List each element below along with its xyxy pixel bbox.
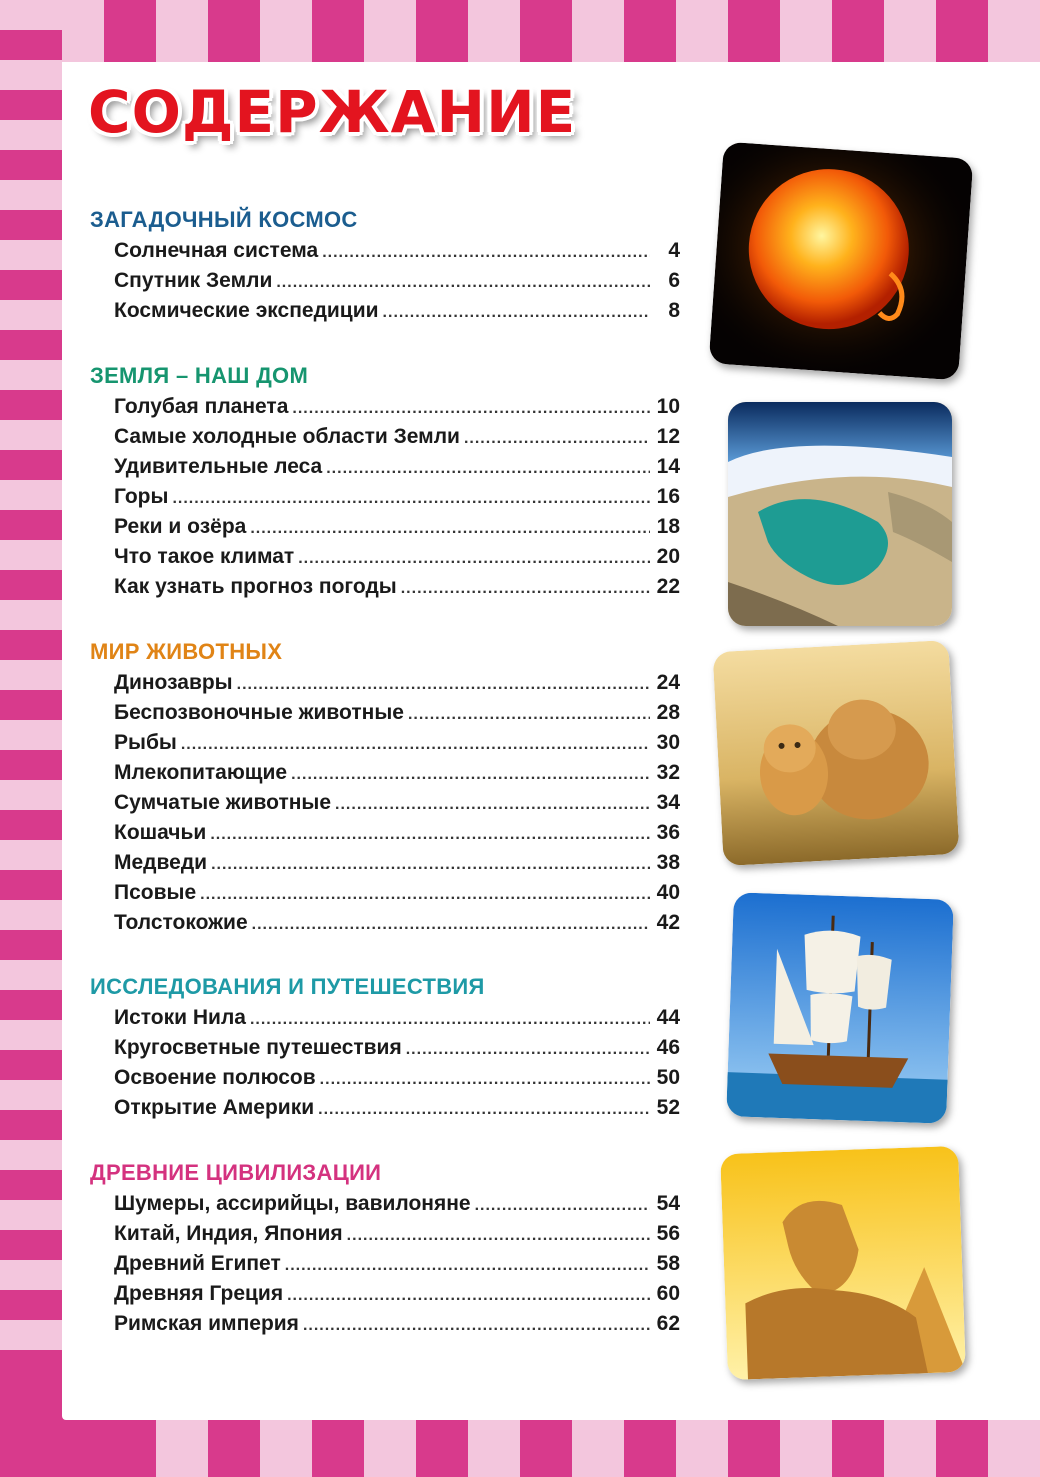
toc-entry[interactable]	[114, 266, 680, 296]
dot-leader	[326, 454, 650, 484]
toc-entry[interactable]	[114, 542, 680, 572]
entry-page: 18	[656, 515, 680, 538]
dot-leader	[320, 1065, 650, 1095]
dot-leader	[383, 298, 650, 328]
entry-page: 24	[656, 671, 680, 694]
dot-leader	[287, 1281, 650, 1311]
entry-label: Спутник Земли	[114, 269, 273, 292]
toc-entry[interactable]	[114, 698, 680, 728]
entry-label: Медведи	[114, 851, 208, 874]
dot-leader	[292, 394, 650, 424]
entry-label: Открытие Америки	[114, 1096, 315, 1119]
toc-entry[interactable]	[114, 1003, 680, 1033]
toc-entry[interactable]	[114, 422, 680, 452]
entry-page: 32	[656, 761, 680, 784]
section-space	[90, 204, 680, 326]
entry-label: Самые холодные области Земли	[114, 425, 460, 448]
entry-page: 30	[656, 731, 680, 754]
dot-leader	[406, 1035, 650, 1065]
dot-leader	[475, 1191, 650, 1221]
section-earth	[90, 360, 680, 602]
dot-leader	[298, 544, 650, 574]
toc-entry[interactable]	[114, 482, 680, 512]
entry-page: 62	[656, 1312, 680, 1335]
entry-page: 6	[668, 269, 680, 292]
entry-page: 22	[656, 575, 680, 598]
dot-leader	[237, 670, 650, 700]
sphinx-photo	[720, 1146, 966, 1380]
toc-entry[interactable]	[114, 758, 680, 788]
toc-entry[interactable]	[114, 1189, 680, 1219]
toc-entry[interactable]	[114, 296, 680, 326]
entry-page: 20	[656, 545, 680, 568]
entry-page: 10	[656, 395, 680, 418]
toc-entry[interactable]	[114, 908, 680, 938]
dot-leader	[210, 820, 650, 850]
section-heading-animals: МИР ЖИВОТНЫХ	[90, 639, 283, 664]
border-stripes-bottom	[0, 1420, 1040, 1477]
entry-page: 44	[656, 1006, 680, 1029]
entry-page: 42	[656, 911, 680, 934]
section-heading-earth: ЗЕМЛЯ – НАШ ДОМ	[90, 363, 309, 388]
entry-page: 40	[656, 881, 680, 904]
dot-leader	[181, 730, 650, 760]
dot-leader	[200, 880, 650, 910]
entry-label: Римская империя	[114, 1312, 299, 1335]
entry-label: Горы	[114, 485, 169, 508]
entry-label: Млекопитающие	[114, 761, 288, 784]
dot-leader	[291, 760, 650, 790]
toc-entry[interactable]	[114, 392, 680, 422]
dot-leader	[250, 514, 650, 544]
section-travel	[90, 971, 680, 1123]
entry-label: Шумеры, ассирийцы, вавилоняне	[114, 1192, 471, 1215]
dot-leader	[211, 850, 650, 880]
entry-page: 4	[668, 239, 680, 262]
entry-label: Древняя Греция	[114, 1282, 284, 1305]
entry-label: Что такое климат	[114, 545, 295, 568]
dot-leader	[335, 790, 650, 820]
dot-leader	[172, 484, 650, 514]
toc-entry[interactable]	[114, 788, 680, 818]
entry-label: Динозавры	[114, 671, 233, 694]
entry-label: Кругосветные путешествия	[114, 1036, 402, 1059]
dot-leader	[408, 700, 650, 730]
toc-entry[interactable]	[114, 1279, 680, 1309]
border-stripes-left	[0, 0, 62, 1477]
toc-entry[interactable]	[114, 728, 680, 758]
entry-page: 16	[656, 485, 680, 508]
section-heading-travel: ИССЛЕДОВАНИЯ И ПУТЕШЕСТВИЯ	[90, 974, 485, 999]
toc-entry[interactable]	[114, 236, 680, 266]
dot-leader	[322, 238, 650, 268]
entry-label: Солнечная система	[114, 239, 319, 262]
dot-leader	[401, 574, 650, 604]
entry-label: Истоки Нила	[114, 1006, 246, 1029]
section-heading-space: ЗАГАДОЧНЫЙ КОСМОС	[90, 207, 358, 232]
dot-leader	[285, 1251, 650, 1281]
entry-label: Космические экспедиции	[114, 299, 379, 322]
entry-page: 34	[656, 791, 680, 814]
entry-label: Реки и озёра	[114, 515, 247, 538]
toc-entry[interactable]	[114, 1309, 680, 1339]
ship-image	[726, 892, 954, 1124]
toc-entry[interactable]	[114, 818, 680, 848]
toc-entry[interactable]	[114, 1033, 680, 1063]
section-heading-ancient: ДРЕВНИЕ ЦИВИЛИЗАЦИИ	[90, 1160, 382, 1185]
entry-page: 50	[656, 1066, 680, 1089]
dot-leader	[276, 268, 650, 298]
dot-leader	[464, 424, 650, 454]
section-ancient	[90, 1157, 680, 1339]
toc-entry[interactable]	[114, 668, 680, 698]
toc-entry[interactable]	[114, 1093, 680, 1123]
entry-page: 36	[656, 821, 680, 844]
entry-label: Как узнать прогноз погоды	[114, 575, 397, 598]
entry-label: Рыбы	[114, 731, 177, 754]
toc-entry[interactable]	[114, 1063, 680, 1093]
section-animals	[90, 636, 680, 938]
entry-page: 28	[656, 701, 680, 724]
lions-image	[713, 640, 960, 866]
entry-label: Псовые	[114, 881, 197, 904]
entry-page: 58	[656, 1252, 680, 1275]
ship-photo	[726, 892, 954, 1124]
entry-page: 54	[656, 1192, 680, 1215]
entry-label: Голубая планета	[114, 395, 289, 418]
sphinx-image	[720, 1146, 966, 1380]
entry-label: Кошачьи	[114, 821, 207, 844]
toc-entry[interactable]	[114, 1219, 680, 1249]
toc-entry[interactable]	[114, 512, 680, 542]
entry-page: 12	[656, 425, 680, 448]
entry-page: 38	[656, 851, 680, 874]
entry-page: 52	[656, 1096, 680, 1119]
entry-label: Толстокожие	[114, 911, 248, 934]
entry-label: Китай, Индия, Япония	[114, 1222, 343, 1245]
entry-page: 56	[656, 1222, 680, 1245]
entry-label: Сумчатые животные	[114, 791, 332, 814]
sun-photo	[709, 142, 974, 381]
toc-entry[interactable]	[114, 452, 680, 482]
toc-entry[interactable]	[114, 572, 680, 602]
earth-photo	[728, 402, 952, 626]
entry-label: Освоение полюсов	[114, 1066, 316, 1089]
earth-image	[728, 402, 952, 626]
dot-leader	[347, 1221, 650, 1251]
entry-page: 46	[656, 1036, 680, 1059]
dot-leader	[303, 1311, 650, 1341]
toc-entry[interactable]	[114, 848, 680, 878]
dot-leader	[318, 1095, 650, 1125]
dot-leader	[250, 1005, 650, 1035]
entry-label: Удивительные леса	[114, 455, 323, 478]
entry-page: 60	[656, 1282, 680, 1305]
lions-photo	[713, 640, 960, 866]
sun-image	[709, 142, 974, 381]
entry-label: Беспозвоночные животные	[114, 701, 404, 724]
dot-leader	[252, 910, 650, 940]
entry-label: Древний Египет	[114, 1252, 281, 1275]
toc-entry[interactable]	[114, 1249, 680, 1279]
entry-page: 8	[668, 299, 680, 322]
entry-page: 14	[656, 455, 680, 478]
page-title: СОДЕРЖАНИЕ	[88, 78, 577, 146]
toc-entry[interactable]	[114, 878, 680, 908]
